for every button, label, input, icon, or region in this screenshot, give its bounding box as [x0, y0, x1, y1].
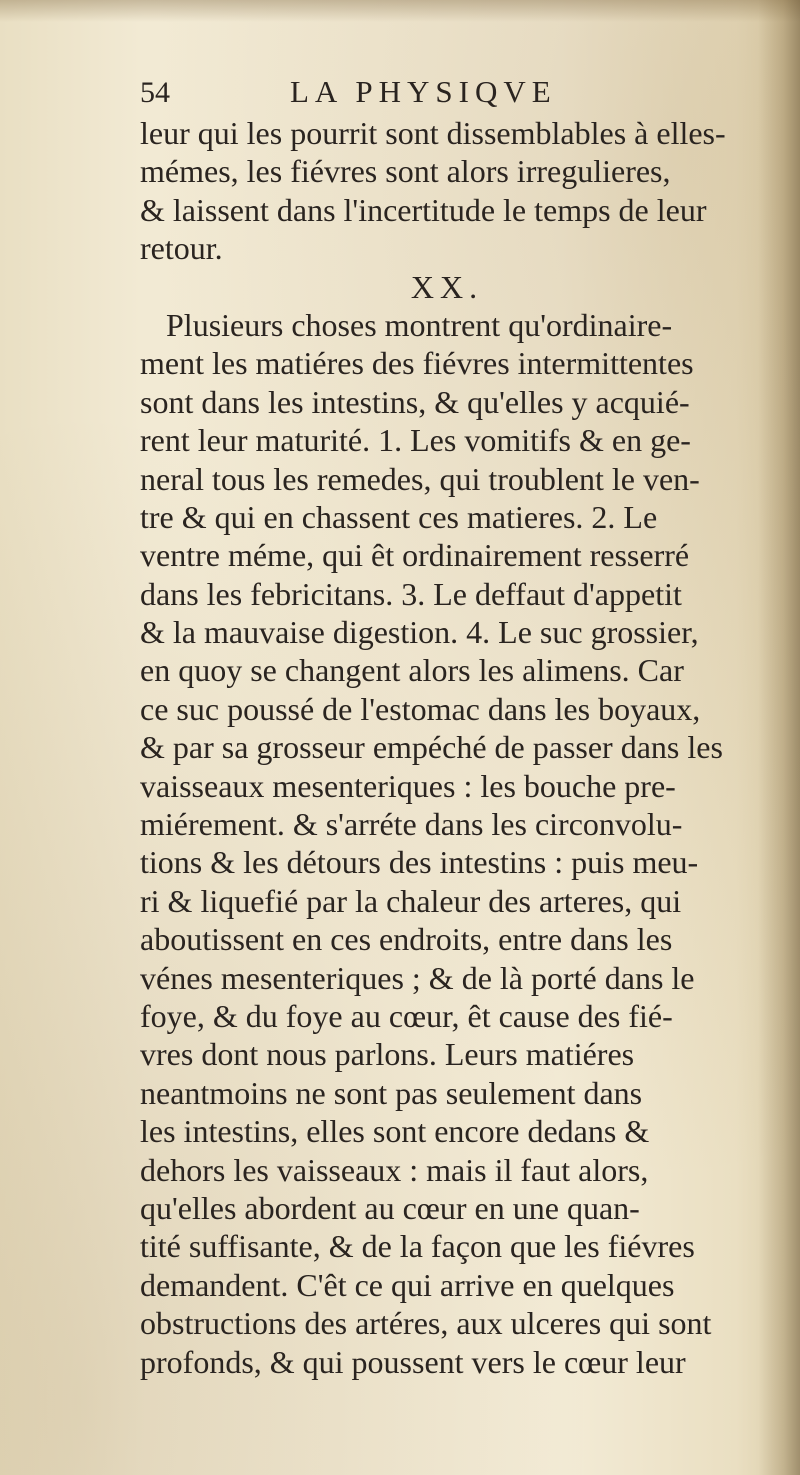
text-line: vres dont nous parlons. Leurs matiéres — [140, 1036, 635, 1073]
text-line: leur qui les pourrit sont dissemblables à elles- — [140, 115, 726, 151]
text-line: en quoy se changent alors les alimens. Car — [140, 652, 684, 689]
text-line: foye, & du foye au cœur, êt cause des fié- — [140, 997, 673, 1034]
page-header — [140, 72, 740, 116]
text-line: vénes mesenteriques ; & de là porté dans le — [140, 959, 695, 996]
text-line: retour. — [140, 230, 223, 267]
text-line: ventre méme, qui êt ordinairement resserré — [140, 537, 690, 574]
text-line: & la mauvaise digestion. 4. Le suc grossier, — [140, 614, 699, 651]
text-line: miérement. & s'arréte dans les circonvolu- — [140, 806, 683, 843]
text-line: ce suc poussé de l'estomac dans les boyaux, — [140, 690, 701, 727]
text-line: ri & liquefié par la chaleur des arteres, qui — [140, 882, 682, 919]
text-line: mémes, les fiévres sont alors irregulieres, — [140, 153, 671, 190]
text-line: & laissent dans l'incertitude le temps de leur — [140, 191, 707, 228]
text-line: sont dans les intestins, & qu'elles y acquié- — [140, 383, 690, 420]
text-line: qu'elles abordent au cœur en une quan- — [140, 1189, 640, 1226]
text-line: neral tous les remedes, qui troublent le ven- — [140, 460, 700, 497]
text-line: vaisseaux mesenteriques : les bouche pre- — [140, 767, 676, 804]
text-line: aboutissent en ces endroits, entre dans les — [140, 921, 673, 958]
text-line: tre & qui en chassent ces matieres. 2. Le — [140, 498, 658, 535]
body-text — [140, 114, 740, 1381]
page-top-edge — [0, 0, 800, 22]
spine-shadow — [758, 0, 800, 1475]
text-line: & par sa grosseur empéché de passer dans les — [140, 729, 723, 766]
text-line: dans les febricitans. 3. Le deffaut d'appetit — [140, 575, 682, 612]
page-number: 54 — [140, 76, 170, 109]
text-line: ment les matiéres des fiévres intermittentes — [140, 345, 694, 382]
running-title: LA PHYSIQVE — [290, 74, 557, 109]
text-line: obstructions des artéres, aux ulceres qui sont — [140, 1305, 712, 1342]
text-line: tions & les détours des intestins : puis meu- — [140, 844, 699, 881]
text-line: rent leur maturité. 1. Les vomitifs & en ge- — [140, 422, 691, 459]
section-heading: XX. — [410, 268, 484, 305]
text-line: dehors les vaisseaux : mais il faut alors, — [140, 1151, 649, 1188]
text-line: les intestins, elles sont encore dedans & — [140, 1113, 650, 1150]
text-line: profonds, & qui poussent vers le cœur leur — [140, 1343, 686, 1380]
text-line: tité suffisante, & de la façon que les fiévres — [140, 1228, 695, 1265]
text-line: neantmoins ne sont pas seulement dans — [140, 1074, 643, 1111]
paragraph-first-line: Plusieurs choses montrent qu'ordinaire- — [166, 306, 673, 343]
text-line: demandent. C'êt ce qui arrive en quelques — [140, 1266, 675, 1303]
